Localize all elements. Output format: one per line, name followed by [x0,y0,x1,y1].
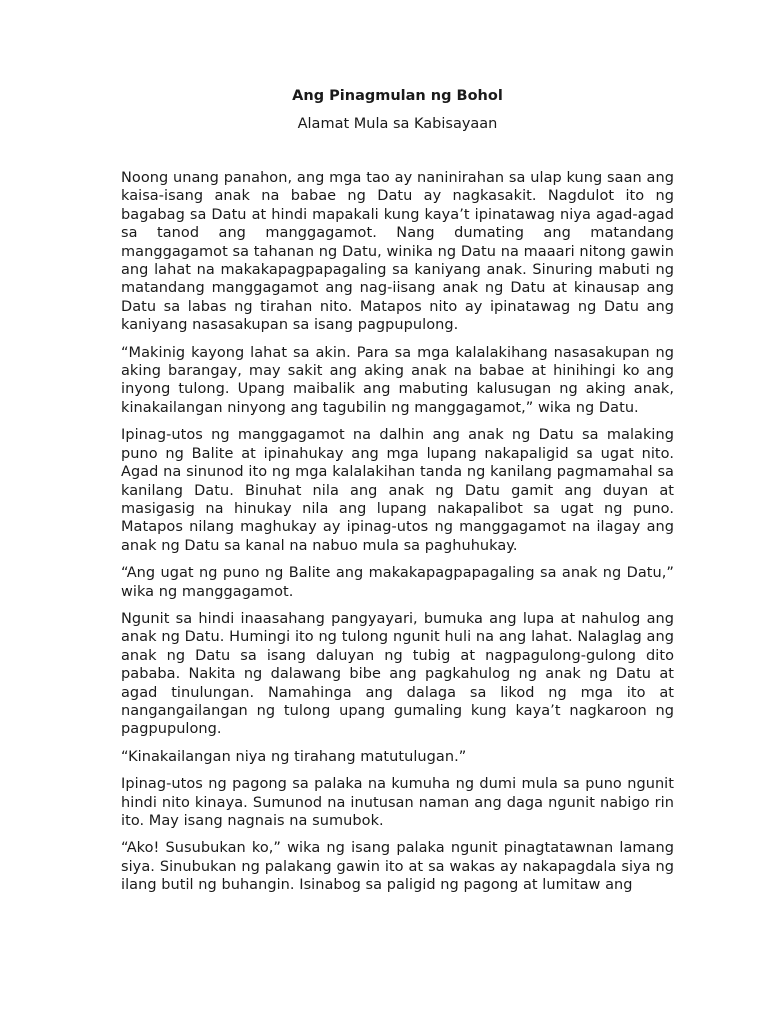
document-title: Ang Pinagmulan ng Bohol [292,88,503,104]
document-subtitle: Alamat Mula sa Kabisayaan [297,116,498,132]
paragraph: Noong unang panahon, ang mga tao ay naninirahan sa ulap kung saan ang kaisa-isang anak na babae ng Datu ay nagkasakit. Nagdulot ito ng bagabag sa Datu at hindi mapakali kung kaya’t ipinatawag niya agad-agad sa tanod ang manggagamot. Nang dumating ang matandang manggagamot sa tahanan ng Datu, winika ng Datu na maaari nitong gawin ang lahat na makakapagpapagaling sa kaniyang anak. Sinuring mabuti ng matandang manggagamot ang nag-iisang anak ng Datu at kinausap ang Datu sa labas ng tirahan nito. Matapos nito ay ipinatawag ng Datu ang kaniyang nasasakupan sa isang pagpupulong. [121,170,674,334]
paragraph: “Kinakailangan niya ng tirahang matutulugan.” [121,748,467,765]
paragraph: “Ang ugat ng puno ng Balite ang makakapagpapagaling sa anak ng Datu,” wika ng manggagamot. [121,565,674,600]
paragraph: Ipinag-utos ng manggagamot na dalhin ang anak ng Datu sa malaking puno ng Balite at ipinahukay ang mga lupang nakapaligid sa ugat nito. Agad na sinunod ito ng mga kalalakihan tanda ng kanilang pagmamahal sa kanilang Datu. Binuhat nila ang anak ng Datu gamit ang duyan at masigasig na hinukay nila ang lupang nakapalibot sa ugat ng puno. Matapos nilang maghukay ay ipinag-utos ng manggagamot na ilagay ang anak ng Datu sa kanal na nabuo mula sa paghuhukay. [121,427,674,554]
paragraph: Ngunit sa hindi inaasahang pangyayari, bumuka ang lupa at nahulog ang anak ng Datu. Humingi ito ng tulong ngunit huli na ang lahat. Nalaglag ang anak ng Datu sa isang daluyan ng tubig at nagpagulong-gulong dito pababa. Nakita ng dalawang bibe ang pagkahulog ng anak ng Datu at agad tinulungan. Namahinga ang dalaga sa likod ng mga ito at nangangailangan ng tulong upang gumaling kung kaya’t nagkaroon ng pagpupulong. [121,610,674,738]
document-page [121,86,674,904]
paragraph: “Makinig kayong lahat sa akin. Para sa mga kalalakihang nasasakupan ng aking barangay, may sakit ang aking anak na babae at hinihingi ko ang inyong tulong. Upang maibalik ang mabuting kalusugan ng aking anak, kinakailangan ninyong ang tagubilin ng manggagamot,” wika ng Datu. [121,344,674,416]
paragraph: “Ako! Susubukan ko,” wika ng isang palaka ngunit pinagtatawnan lamang siya. Sinubukan ng palakang gawin ito at sa wakas ay nakapagdala siya ng ilang butil ng buhangin. Isinabog sa paligid ng pagong at lumitaw ang [121,840,674,894]
paragraph: Ipinag-utos ng pagong sa palaka na kumuha ng dumi mula sa puno ngunit hindi nito kinaya. Sumunod na inutusan naman ang daga ngunit nabigo rin ito. May isang nagnais na sumubok. [121,776,674,829]
